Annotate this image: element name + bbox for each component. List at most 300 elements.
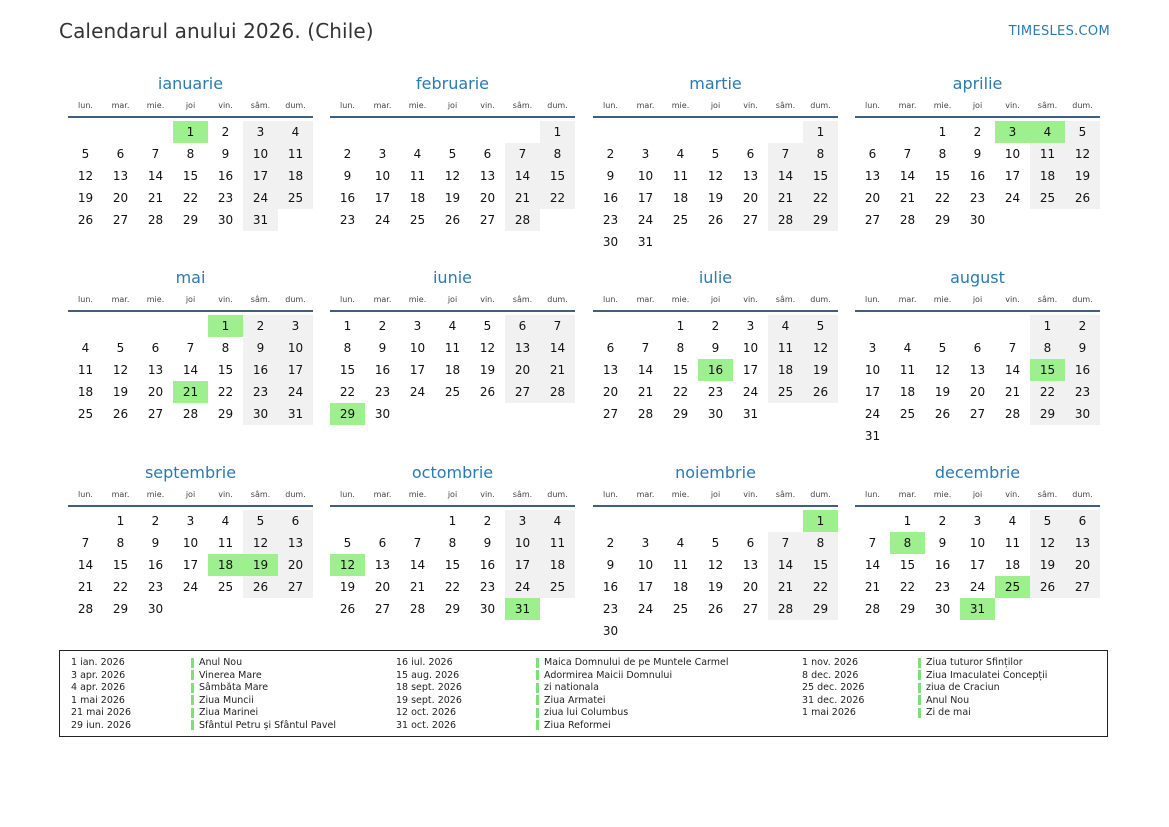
day-cell: 8 (938, 147, 947, 161)
header-divider (593, 505, 838, 507)
week-row (855, 510, 1100, 532)
day-cell: 12 (707, 169, 724, 183)
day-cell: 15 (672, 363, 689, 377)
day-cell: 18 (409, 191, 426, 205)
week-row (593, 143, 838, 165)
day-cell: 10 (742, 341, 759, 355)
day-cell: 27 (479, 213, 496, 227)
day-cell: 23 (602, 213, 619, 227)
week-row (68, 315, 313, 337)
week-row (68, 510, 313, 532)
day-cell: 26 (243, 576, 278, 598)
header-divider (68, 310, 313, 312)
day-cell: 9 (483, 536, 492, 550)
weekday-header (68, 485, 313, 503)
day-cell: 3 (186, 514, 195, 528)
day-cell: 2 (483, 514, 492, 528)
empty-cell (1065, 598, 1100, 620)
weekday-label: joi (710, 100, 721, 110)
day-cell: 17 (637, 580, 654, 594)
weekday-label: joi (972, 294, 983, 304)
day-cell: 1 (173, 121, 208, 143)
holiday-name: Sfântul Petru și Sfântul Pavel (199, 719, 336, 731)
day-cell: 20 (742, 191, 759, 205)
day-cell: 15 (112, 558, 129, 572)
weekday-label: vin. (480, 294, 495, 304)
day-cell: 24 (637, 213, 654, 227)
day-cell: 6 (378, 536, 387, 550)
day-cell: 29 (217, 407, 234, 421)
day-cell: 20 (112, 191, 129, 205)
day-cell: 16 (1065, 359, 1100, 381)
day-cell: 2 (606, 536, 615, 550)
holiday-marker (191, 695, 194, 705)
empty-cell (628, 620, 663, 642)
day-cell: 3 (378, 147, 387, 161)
holiday-name: Maica Domnului de pe Muntele Carmel (544, 657, 729, 668)
legend-entry (396, 695, 729, 708)
day-cell: 25 (540, 576, 575, 598)
weekday-label: vin. (218, 489, 233, 499)
day-cell: 9 (973, 147, 982, 161)
weekday-header (855, 485, 1100, 503)
month-octombrie (330, 461, 575, 620)
day-cell: 22 (803, 187, 838, 209)
week-row (855, 143, 1100, 165)
day-cell: 11 (409, 169, 426, 183)
holiday-name: Zi de mai (926, 707, 971, 719)
day-cell: 22 (217, 385, 234, 399)
week-row (330, 381, 575, 403)
day-cell: 21 (540, 359, 575, 381)
day-cell: 8 (540, 143, 575, 165)
day-cell: 30 (602, 624, 619, 638)
month-name: august (950, 268, 1005, 287)
week-row (330, 359, 575, 381)
week-row (330, 532, 575, 554)
holiday-marker (536, 658, 539, 668)
weekday-header (593, 290, 838, 308)
day-cell: 28 (768, 209, 803, 231)
day-cell: 27 (505, 381, 540, 403)
day-cell: 9 (378, 341, 387, 355)
empty-cell (435, 121, 470, 143)
weekday-label: mar. (111, 100, 130, 110)
weekday-label: dum. (547, 294, 568, 304)
day-cell: 31 (278, 403, 313, 425)
day-cell: 13 (374, 558, 391, 572)
day-cell: 3 (278, 315, 313, 337)
weekday-label: joi (710, 294, 721, 304)
day-cell: 29 (803, 598, 838, 620)
weekday-label: mie. (671, 489, 690, 499)
day-cell: 11 (899, 363, 916, 377)
holiday-name: Ziua Muncii (199, 694, 254, 706)
empty-cell (698, 231, 733, 253)
weekday-label: mie. (671, 100, 690, 110)
day-cell: 10 (969, 536, 986, 550)
day-cell: 27 (602, 407, 619, 421)
month-mai (68, 266, 313, 425)
day-cell: 14 (409, 558, 426, 572)
holiday-marker (536, 670, 539, 680)
weekday-label: lun. (603, 294, 618, 304)
day-cell: 21 (899, 191, 916, 205)
day-cell: 1 (903, 514, 912, 528)
day-cell: 4 (676, 536, 685, 550)
day-cell: 2 (221, 125, 230, 139)
day-cell: 3 (868, 341, 877, 355)
holiday-legend (59, 650, 1108, 737)
header-divider (855, 505, 1100, 507)
day-cell: 17 (637, 191, 654, 205)
day-cell: 8 (1030, 337, 1065, 359)
day-cell: 13 (278, 532, 313, 554)
holiday-marker (191, 720, 194, 730)
day-cell: 30 (1065, 403, 1100, 425)
day-cell: 11 (672, 169, 689, 183)
day-cell: 6 (116, 147, 125, 161)
week-row (855, 554, 1100, 576)
day-cell: 28 (864, 602, 881, 616)
day-cell: 4 (676, 147, 685, 161)
day-cell: 11 (444, 341, 461, 355)
day-cell: 14 (864, 558, 881, 572)
day-cell: 16 (602, 191, 619, 205)
weekday-label: vin. (1005, 100, 1020, 110)
page-title: Calendarul anului 2026. (Chile) (59, 19, 374, 43)
day-cell: 21 (409, 580, 426, 594)
day-cell: 7 (903, 147, 912, 161)
day-cell: 1 (208, 315, 243, 337)
day-cell: 4 (540, 510, 575, 532)
weekday-label: lun. (865, 100, 880, 110)
day-cell: 6 (868, 147, 877, 161)
day-cell: 30 (934, 602, 951, 616)
weekday-label: lun. (603, 489, 618, 499)
day-cell: 26 (1030, 576, 1065, 598)
week-row (330, 576, 575, 598)
day-cell: 29 (934, 213, 951, 227)
empty-cell (208, 598, 243, 620)
weekday-label: mie. (933, 294, 952, 304)
day-cell: 8 (676, 341, 685, 355)
month-name: aprilie (952, 74, 1003, 93)
weekday-label: dum. (285, 294, 306, 304)
holiday-marker (191, 670, 194, 680)
week-row (68, 337, 313, 359)
day-cell: 25 (672, 213, 689, 227)
day-cell: 5 (938, 341, 947, 355)
day-cell: 8 (116, 536, 125, 550)
day-cell: 20 (1065, 554, 1100, 576)
day-cell: 26 (707, 213, 724, 227)
day-cell: 23 (969, 191, 986, 205)
day-cell: 29 (803, 209, 838, 231)
day-cell: 15 (339, 363, 356, 377)
holiday-date: 16 iul. 2026 (396, 657, 453, 668)
header-divider (330, 116, 575, 118)
day-cell: 27 (864, 213, 881, 227)
empty-cell (698, 510, 733, 532)
day-cell: 10 (864, 363, 881, 377)
week-row (593, 359, 838, 381)
day-cell: 1 (938, 125, 947, 139)
day-cell: 29 (330, 403, 365, 425)
day-cell: 1 (803, 121, 838, 143)
day-cell: 24 (243, 187, 278, 209)
day-cell: 18 (208, 554, 243, 576)
day-cell: 21 (768, 576, 803, 598)
empty-cell (593, 510, 628, 532)
day-cell: 5 (1065, 121, 1100, 143)
day-cell: 2 (606, 147, 615, 161)
holiday-date: 8 dec. 2026 (802, 669, 859, 681)
day-cell: 19 (1065, 165, 1100, 187)
weekday-label: mar. (636, 100, 655, 110)
week-row (855, 425, 1100, 447)
empty-cell (995, 425, 1030, 447)
day-cell: 27 (742, 602, 759, 616)
day-cell: 23 (1065, 381, 1100, 403)
day-cell: 18 (899, 385, 916, 399)
day-cell: 2 (711, 319, 720, 333)
day-cell: 24 (278, 381, 313, 403)
holiday-marker (191, 658, 194, 668)
holiday-marker (536, 695, 539, 705)
day-cell: 19 (77, 191, 94, 205)
day-cell: 29 (672, 407, 689, 421)
empty-cell (733, 620, 768, 642)
day-cell: 18 (540, 554, 575, 576)
day-cell: 28 (147, 213, 164, 227)
day-cell: 10 (505, 532, 540, 554)
header-divider (593, 310, 838, 312)
empty-cell (855, 510, 890, 532)
day-cell: 27 (278, 576, 313, 598)
weekday-label: mie. (933, 100, 952, 110)
weekday-header (68, 290, 313, 308)
weekday-label: lun. (78, 294, 93, 304)
weekday-label: sâm. (1037, 100, 1058, 110)
day-cell: 28 (409, 602, 426, 616)
week-row (593, 209, 838, 231)
day-cell: 1 (676, 319, 685, 333)
holiday-name: Ziua tuturor Sfinților (926, 657, 1023, 668)
day-cell: 9 (711, 341, 720, 355)
day-cell: 10 (243, 143, 278, 165)
empty-cell (925, 425, 960, 447)
week-row (593, 598, 838, 620)
day-cell: 31 (505, 598, 540, 620)
month-noiembrie (593, 461, 838, 642)
month-name: noiembrie (675, 463, 756, 482)
day-cell: 29 (182, 213, 199, 227)
day-cell: 9 (343, 169, 352, 183)
empty-cell (540, 209, 575, 231)
day-cell: 1 (540, 121, 575, 143)
day-cell: 21 (173, 381, 208, 403)
weekday-label: sâm. (775, 100, 796, 110)
day-cell: 17 (278, 359, 313, 381)
day-cell: 6 (746, 536, 755, 550)
weekday-label: sâm. (512, 100, 533, 110)
day-cell: 28 (77, 602, 94, 616)
weekday-label: mie. (933, 489, 952, 499)
empty-cell (278, 209, 313, 231)
day-cell: 11 (672, 558, 689, 572)
month-iulie (593, 266, 838, 425)
weekday-label: vin. (480, 489, 495, 499)
weekday-label: dum. (285, 100, 306, 110)
empty-cell (1065, 209, 1100, 231)
day-cell: 24 (969, 580, 986, 594)
legend-entry (71, 670, 336, 683)
day-cell: 3 (973, 514, 982, 528)
week-row (330, 143, 575, 165)
legend-column (802, 657, 1047, 720)
holiday-name: ziua lui Columbus (544, 707, 629, 719)
day-cell: 26 (1065, 187, 1100, 209)
holiday-name: Ziua Armatei (544, 694, 606, 706)
weekday-label: dum. (547, 100, 568, 110)
day-cell: 9 (221, 147, 230, 161)
legend-entry (71, 657, 336, 670)
empty-cell (768, 121, 803, 143)
day-cell: 2 (1065, 315, 1100, 337)
day-cell: 12 (77, 169, 94, 183)
header-divider (330, 505, 575, 507)
legend-entry (802, 657, 1047, 670)
empty-cell (68, 121, 103, 143)
day-cell: 10 (374, 169, 391, 183)
day-cell: 15 (217, 363, 234, 377)
day-cell: 30 (479, 602, 496, 616)
weekday-label: joi (710, 489, 721, 499)
holiday-marker (536, 708, 539, 718)
day-cell: 20 (505, 359, 540, 381)
day-cell: 20 (147, 385, 164, 399)
empty-cell (663, 121, 698, 143)
day-cell: 12 (479, 341, 496, 355)
weekday-header (855, 96, 1100, 114)
empty-cell (330, 121, 365, 143)
day-cell: 9 (938, 536, 947, 550)
empty-cell (768, 510, 803, 532)
empty-cell (663, 231, 698, 253)
week-row (855, 359, 1100, 381)
legend-entry (396, 670, 729, 683)
empty-cell (995, 209, 1030, 231)
day-cell: 8 (803, 532, 838, 554)
legend-entry (802, 670, 1047, 683)
week-row (330, 209, 575, 231)
week-row (68, 165, 313, 187)
day-cell: 23 (602, 602, 619, 616)
day-cell: 19 (339, 580, 356, 594)
day-cell: 23 (217, 191, 234, 205)
day-cell: 17 (1004, 169, 1021, 183)
day-cell: 22 (672, 385, 689, 399)
holiday-marker (191, 683, 194, 693)
day-cell: 11 (278, 143, 313, 165)
day-cell: 19 (803, 359, 838, 381)
day-cell: 6 (973, 341, 982, 355)
day-cell: 7 (151, 147, 160, 161)
empty-cell (628, 510, 663, 532)
day-cell: 30 (217, 213, 234, 227)
day-cell: 31 (742, 407, 759, 421)
weekday-label: sâm. (775, 489, 796, 499)
day-cell: 25 (1030, 187, 1065, 209)
day-cell: 6 (278, 510, 313, 532)
day-cell: 21 (1004, 385, 1021, 399)
day-cell: 16 (934, 558, 951, 572)
day-cell: 22 (182, 191, 199, 205)
day-cell: 14 (182, 363, 199, 377)
day-cell: 12 (444, 169, 461, 183)
day-cell: 2 (973, 125, 982, 139)
empty-cell (593, 121, 628, 143)
legend-column (71, 657, 336, 733)
empty-cell (855, 121, 890, 143)
day-cell: 3 (413, 319, 422, 333)
empty-cell (505, 121, 540, 143)
day-cell: 16 (602, 580, 619, 594)
empty-cell (960, 425, 995, 447)
week-row (855, 209, 1100, 231)
day-cell: 28 (637, 407, 654, 421)
day-cell: 7 (505, 143, 540, 165)
weekday-label: mar. (373, 489, 392, 499)
week-row (855, 403, 1100, 425)
week-row (68, 403, 313, 425)
week-row (68, 381, 313, 403)
week-row (68, 209, 313, 231)
weekday-label: dum. (810, 489, 831, 499)
month-name: mai (175, 268, 206, 287)
day-cell: 1 (803, 510, 838, 532)
day-cell: 12 (1030, 532, 1065, 554)
day-cell: 16 (243, 359, 278, 381)
holiday-date: 25 dec. 2026 (802, 682, 865, 694)
day-cell: 7 (768, 532, 803, 554)
day-cell: 15 (1030, 359, 1065, 381)
holiday-name: Vinerea Mare (199, 669, 262, 681)
day-cell: 18 (672, 580, 689, 594)
day-cell: 17 (374, 191, 391, 205)
day-cell: 27 (1065, 576, 1100, 598)
day-cell: 1 (116, 514, 125, 528)
legend-entry (71, 682, 336, 695)
day-cell: 25 (768, 381, 803, 403)
day-cell: 4 (448, 319, 457, 333)
day-cell: 17 (409, 363, 426, 377)
day-cell: 12 (707, 558, 724, 572)
day-cell: 9 (151, 536, 160, 550)
day-cell: 23 (147, 580, 164, 594)
holiday-date: 31 dec. 2026 (802, 694, 865, 706)
empty-cell (768, 231, 803, 253)
month-decembrie (855, 461, 1100, 620)
month-iunie (330, 266, 575, 425)
day-cell: 1 (343, 319, 352, 333)
brand-link[interactable]: TIMESLES.COM (1008, 24, 1110, 39)
day-cell: 11 (217, 536, 234, 550)
holiday-marker (918, 708, 921, 718)
day-cell: 6 (483, 147, 492, 161)
day-cell: 22 (444, 580, 461, 594)
